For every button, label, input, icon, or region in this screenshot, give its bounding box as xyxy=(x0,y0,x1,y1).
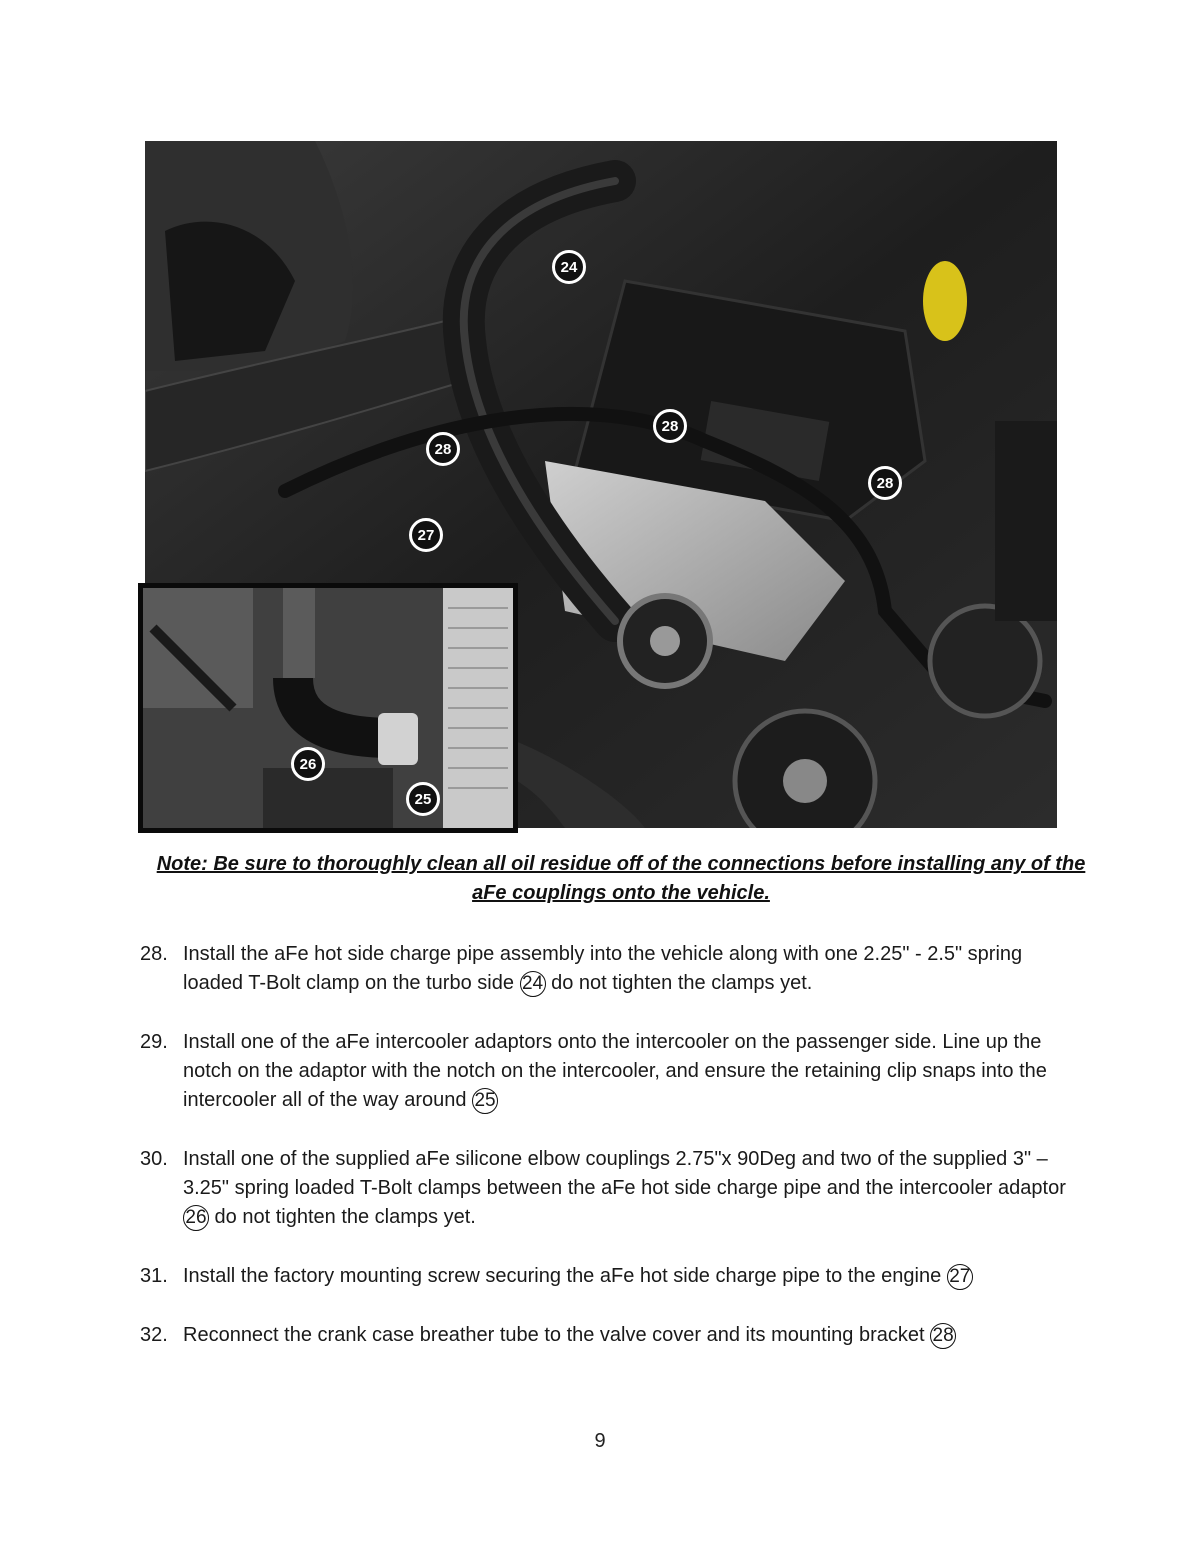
note-clean-residue: Note: Be sure to thoroughly clean all oil residue off of the connections before installing any of the aFe couplings onto the vehicle. xyxy=(156,853,1086,904)
callout-24: 24 xyxy=(552,250,586,284)
intercooler-inset-photo xyxy=(138,583,518,833)
step-number: 29. xyxy=(140,1031,168,1053)
step-text-after: do not tighten the clamps yet. xyxy=(545,972,813,994)
step-29 xyxy=(140,1028,1070,1115)
step-reference-callout: 24 xyxy=(520,971,546,997)
callout-25: 25 xyxy=(406,782,440,816)
installation-steps xyxy=(140,940,1070,1380)
page-number: 9 xyxy=(594,1430,606,1452)
callout-28-right: 28 xyxy=(868,466,902,500)
step-32 xyxy=(140,1321,1070,1350)
step-text: Reconnect the crank case breather tube to the valve cover and its mounting bracket xyxy=(183,1324,931,1346)
step-text: Install the aFe hot side charge pipe assembly into the vehicle along with one 2.25" - 2.5" spring loaded T-Bolt clamp on the turbo side xyxy=(183,943,1023,994)
callout-26: 26 xyxy=(291,747,325,781)
step-reference-callout: 27 xyxy=(947,1264,973,1290)
step-text: Install one of the aFe intercooler adaptors onto the intercooler on the passenger side. Line up the notch on the adaptor with the notch on the intercooler, and ensure the retaining clip snaps into the intercooler all of the way around xyxy=(183,1031,1047,1111)
step-text-after: do not tighten the clamps yet. xyxy=(209,1206,476,1228)
step-reference-callout: 28 xyxy=(930,1323,956,1349)
step-30 xyxy=(140,1145,1070,1232)
callout-28-center: 28 xyxy=(653,409,687,443)
step-number: 31. xyxy=(140,1265,168,1287)
step-text: Install one of the supplied aFe silicone elbow couplings 2.75"x 90Deg and two of the supplied 3" – 3.25" spring loaded T-Bolt clamps between the aFe hot side charge pipe and the intercooler adaptor xyxy=(183,1148,1066,1199)
step-28 xyxy=(140,940,1070,998)
step-number: 30. xyxy=(140,1148,168,1170)
step-number: 28. xyxy=(140,943,168,965)
intercooler-inset-illustration xyxy=(143,588,513,828)
callout-28-left: 28 xyxy=(426,432,460,466)
step-text: Install the factory mounting screw securing the aFe hot side charge pipe to the engine xyxy=(183,1265,947,1287)
step-reference-callout: 25 xyxy=(472,1088,498,1114)
step-number: 32. xyxy=(140,1324,168,1346)
step-reference-callout: 26 xyxy=(183,1205,209,1231)
callout-27: 27 xyxy=(409,518,443,552)
step-31 xyxy=(140,1262,1070,1291)
